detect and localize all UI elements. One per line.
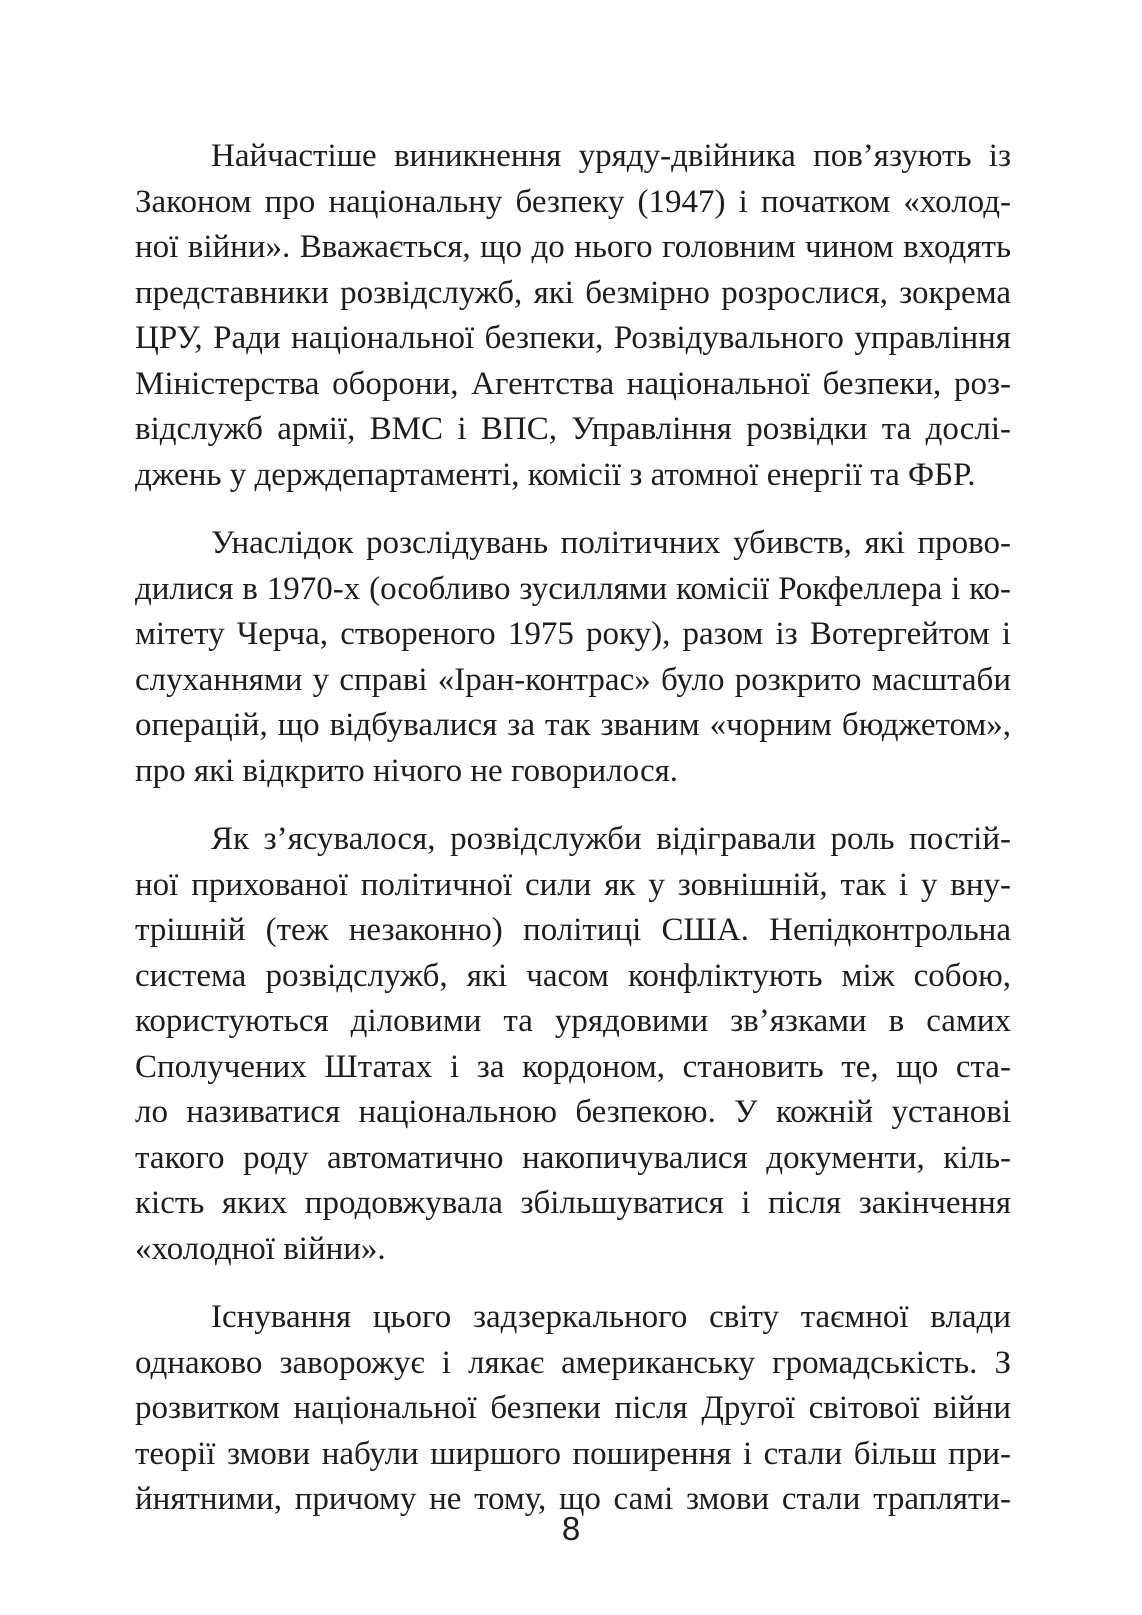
text-line: ЦРУ, Ради національної безпеки, Розвідувального управління: [135, 320, 1011, 356]
text-line: ної війни». Вважається, що до нього головним чином входять: [135, 229, 1011, 265]
text-line: Унаслідок розслідувань політичних убивств, які прово-: [211, 525, 1011, 561]
text-line: йнятними, причому не тому, що самі змови стали трапляти-: [135, 1481, 1011, 1517]
body-text: [135, 134, 1011, 1546]
text-line: слуханнями у справі «Іран-контрас» було розкрито масштаби: [135, 661, 1011, 698]
text-line: Міністерства оборони, Агентства національної безпеки, роз-: [135, 365, 1011, 402]
text-line: Як з’ясувалося, розвідслужби відігравали роль постій-: [211, 821, 1011, 857]
text-line: кість яких продовжувала збільшуватися і після закінчення: [135, 1185, 1011, 1221]
text-line: «холодної війни».: [135, 1230, 386, 1267]
text-line: представники розвідслужб, які безмірно розрослися, зокрема: [135, 274, 1011, 311]
text-line: такого роду автоматично накопичувалися документи, кіль-: [135, 1139, 1011, 1176]
text-line: мітету Черча, створеного 1975 року), разом із Вотергейтом і: [135, 616, 1011, 652]
text-line: дилися в 1970-х (особливо зусиллями комісії Рокфеллера і ко-: [135, 570, 1011, 607]
text-line: розвитком національної безпеки після Другої світової війни: [135, 1390, 1011, 1426]
text-line: Існування цього задзеркального світу таємної влади: [211, 1299, 1011, 1335]
text-line: однаково заворожує і лякає американську громадськість. З: [135, 1344, 1011, 1381]
text-line: ло називатися національною безпекою. У кожній установі: [135, 1094, 1011, 1130]
text-line: про які відкрито нічого не говорилося.: [135, 752, 679, 789]
text-line: Законом про національну безпеку (1947) і початком «холод-: [135, 183, 1011, 220]
text-line: джень у держдепартаменті, комісії з атомної енергії та ФБР.: [135, 456, 976, 493]
text-line: Сполучених Штатах і за кордоном, становить те, що ста-: [135, 1048, 1011, 1085]
text-line: Найчастіше виникнення уряду-двійника пов’язують із: [211, 138, 1011, 174]
paragraph-2: [135, 521, 1011, 794]
paragraph-1: [135, 134, 1011, 498]
text-line: система розвідслужб, які часом конфліктують між собою,: [135, 957, 1011, 994]
text-line: ної прихованої політичної сили як у зовнішній, так і у вну-: [135, 866, 1011, 903]
text-line: операцій, що відбувалися за так званим «чорним бюджетом»,: [135, 707, 1011, 743]
page-number: 8: [561, 1510, 581, 1547]
paragraph-4: [135, 1295, 1011, 1523]
text-line: трішній (теж незаконно) політиці США. Непідконтрольна: [135, 912, 1011, 948]
paragraph-3: [135, 817, 1011, 1272]
text-line: відслужб армії, ВМС і ВПС, Управління розвідки та дослі-: [135, 411, 1011, 447]
text-line: користуються діловими та урядовими зв’язками в самих: [135, 1003, 1011, 1039]
text-line: теорії змови набули ширшого поширення і стали більш при-: [135, 1435, 1011, 1472]
